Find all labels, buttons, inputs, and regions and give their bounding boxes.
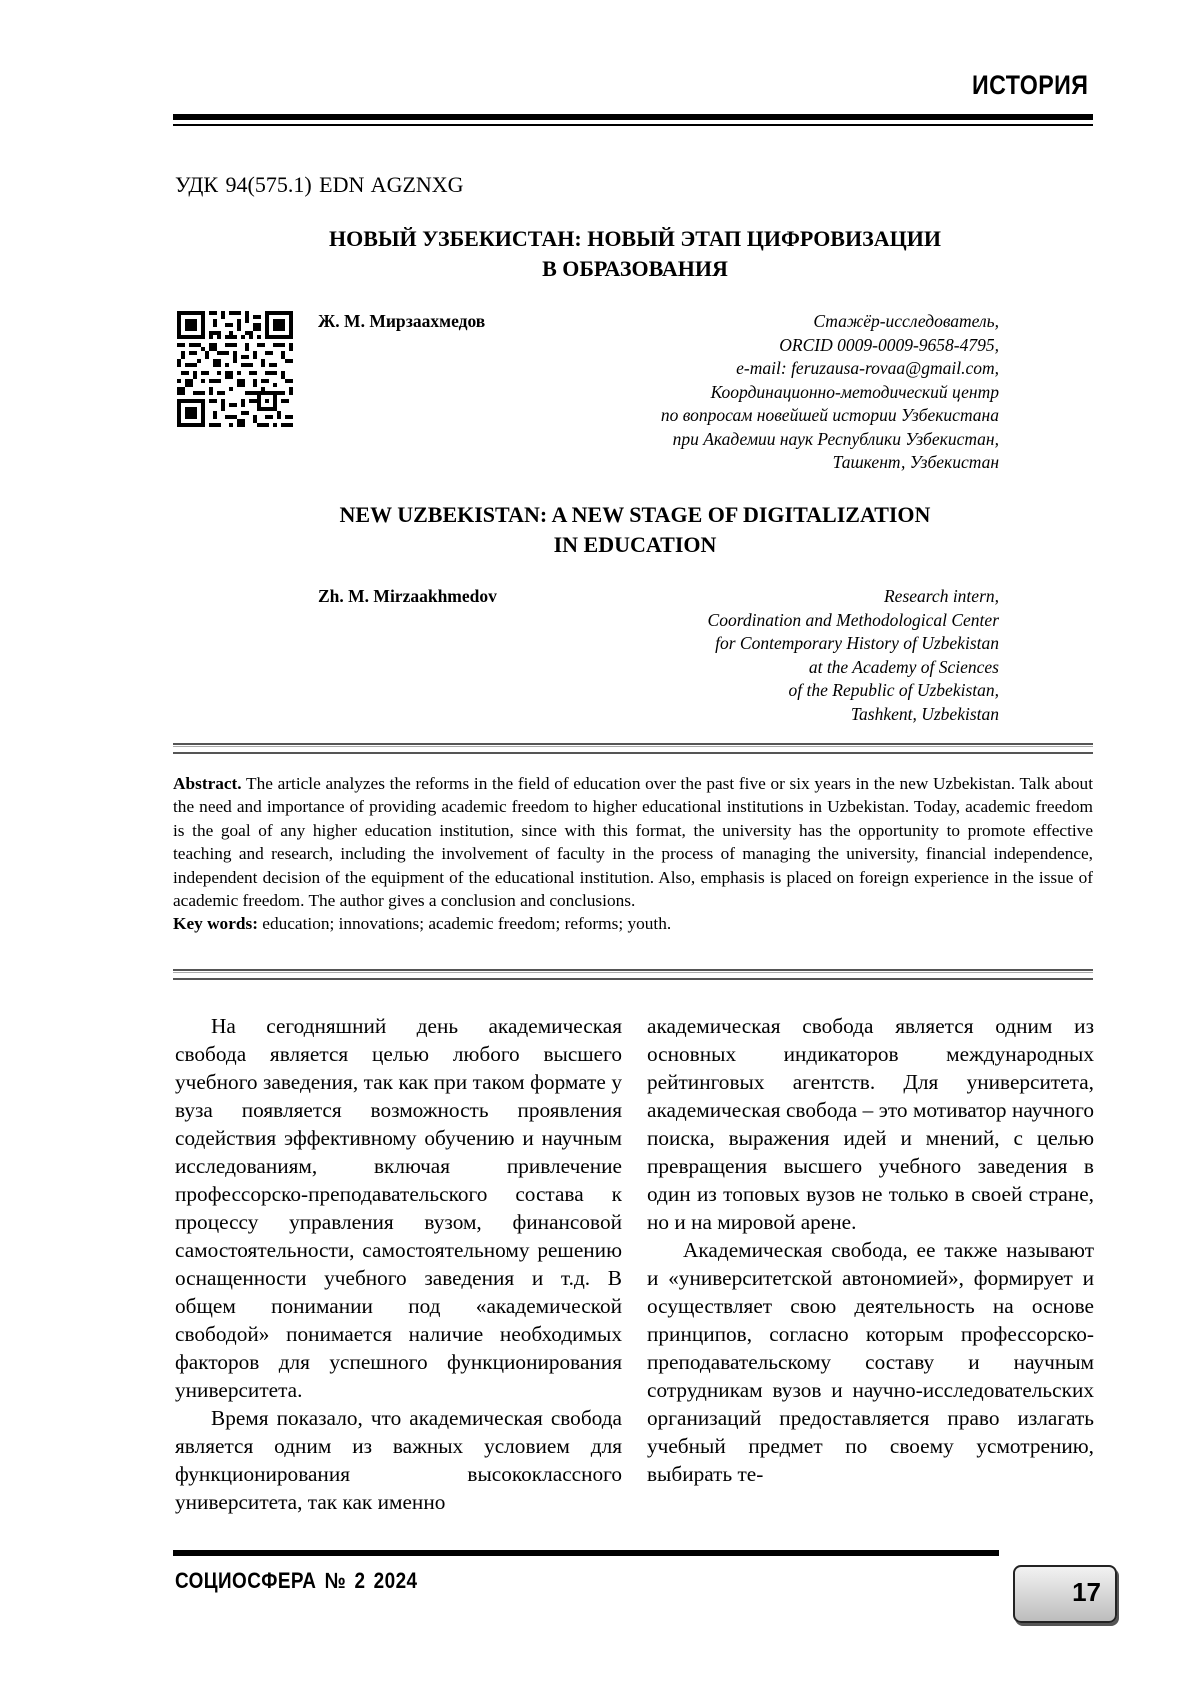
- author-affiliation-ru: [479, 310, 999, 475]
- aff-ru-line: Стажёр-исследователь,: [813, 311, 999, 331]
- body-paragraph: Время показало, что академическая свобода является одним из важных условием для функционирования высококлассного университета, так как именно: [175, 1406, 622, 1514]
- keywords-paragraph: [173, 912, 1093, 935]
- aff-ru-line: ORCID 0009-0009-9658-4795,: [779, 334, 999, 355]
- abstract-text: The article analyzes the reforms in the field of education over the past five or six years in the new Uzbekistan. Talk about the need and importance of providing academic freedom to higher educational institutions in Uzbekistan. Today, academic freedom is the goal of any higher education institution, since with this format, the university has the opportunity to promote effective teaching and research, including the involvement of faculty in the process of managing the university, financial independence, independent decision of the equipment of the educational institution. Also, emphasis is placed on foreign experience in the issue of academic freedom. The author gives a conclusion and conclusions.: [173, 774, 1093, 911]
- aff-en-line: Tashkent, Uzbekistan: [850, 703, 999, 724]
- abstract-block: [173, 772, 1093, 936]
- author-affiliation-en: [479, 585, 999, 726]
- aff-en-line: Research intern,: [883, 586, 999, 606]
- aff-ru-line: при Академии наук Республики Узбекистан,: [672, 428, 999, 449]
- aff-en-line: Coordination and Methodological Center: [707, 609, 999, 630]
- aff-en-line: of the Republic of Uzbekistan,: [788, 680, 999, 700]
- aff-ru-line: по вопросам новейшей истории Узбекистана: [660, 405, 999, 425]
- aff-en-line: for Contemporary History of Uzbekistan: [715, 633, 999, 653]
- header-rule-thin: [173, 124, 1093, 126]
- title-ru-line-2: В ОБРАЗОВАНИЯ: [542, 256, 728, 281]
- aff-ru-line: Координационно-методический центр: [710, 381, 999, 402]
- title-en-line-1: NEW UZBEKISTAN: A NEW STAGE OF DIGITALIZATION: [339, 502, 931, 527]
- title-ru-line-1: НОВЫЙ УЗБЕКИСТАН: НОВЫЙ ЭТАП ЦИФРОВИЗАЦИИ: [329, 226, 941, 251]
- page-number: 17: [1072, 1577, 1101, 1607]
- aff-ru-line: Ташкент, Узбекистан: [832, 452, 999, 472]
- article-title-ru: [175, 224, 1095, 284]
- qr-code-icon: [177, 311, 293, 427]
- body-column-left: [175, 1012, 622, 1516]
- body-paragraph: На сегодняшний день академическая свобода является целью любого высшего учебного заведения, так как при таком формате у вуза появляется возможность проявления содействия эффективному обучению и научным исследованиям, включая привлечение профессорско-преподавательского состава к процессу управления вузом, финансовой самостоятельности, самостоятельному решению оснащенности учебного заведения и т.д. В общем понимании под «академической свободой» понимается наличие необходимых факторов для успешного функционирования университета.: [175, 1014, 622, 1402]
- abstract-bottom-rule: [173, 969, 1093, 980]
- abstract-label: Abstract.: [173, 774, 242, 793]
- aff-en-line: at the Academy of Sciences: [808, 656, 999, 677]
- keywords-text: education; innovations; academic freedom; reforms; youth.: [262, 914, 672, 934]
- body-column-right: [647, 1012, 1094, 1488]
- footer-rule: [173, 1550, 999, 1556]
- page-number-box: [1013, 1565, 1117, 1623]
- author-name-en: Zh. M. Mirzaakhmedov: [318, 586, 497, 606]
- aff-ru-email: e-mail: feruzausa-rovaa@gmail.com,: [736, 358, 999, 378]
- header-rule-thick: [173, 114, 1093, 120]
- title-en-line-2: IN EDUCATION: [553, 532, 717, 557]
- udk-line: УДК 94(575.1) EDN AGZNXG: [175, 172, 464, 197]
- section-label: ИСТОРИЯ: [971, 70, 1088, 100]
- abstract-paragraph: [173, 772, 1093, 912]
- body-paragraph: академическая свобода является одним из основных индикаторов международных рейтинговых агентств. Для университета, академическая свобода – это мотиватор научного поиска, выражения идей и мнений, с целью превращения высшего учебного заведения в один из топовых вузов не только в своей стране, но и на мировой арене.: [647, 1014, 1094, 1234]
- keywords-label: Key words:: [173, 914, 258, 934]
- body-paragraph: Академическая свобода, ее также называют и «университетской автономией», формирует и осуществляет свою деятельность на основе принципов, согласно которым профессорско-преподавательскому составу и научным сотрудникам вузов и научно-исследовательских организаций предоставляется право излагать учебный предмет по своему усмотрению, выбирать те-: [647, 1238, 1094, 1486]
- article-title-en: [175, 500, 1095, 560]
- abstract-top-rule: [173, 743, 1093, 754]
- author-name-ru: Ж. М. Мирзаахмедов: [318, 311, 486, 331]
- journal-title: СОЦИОСФЕРА № 2 2024: [175, 1568, 418, 1593]
